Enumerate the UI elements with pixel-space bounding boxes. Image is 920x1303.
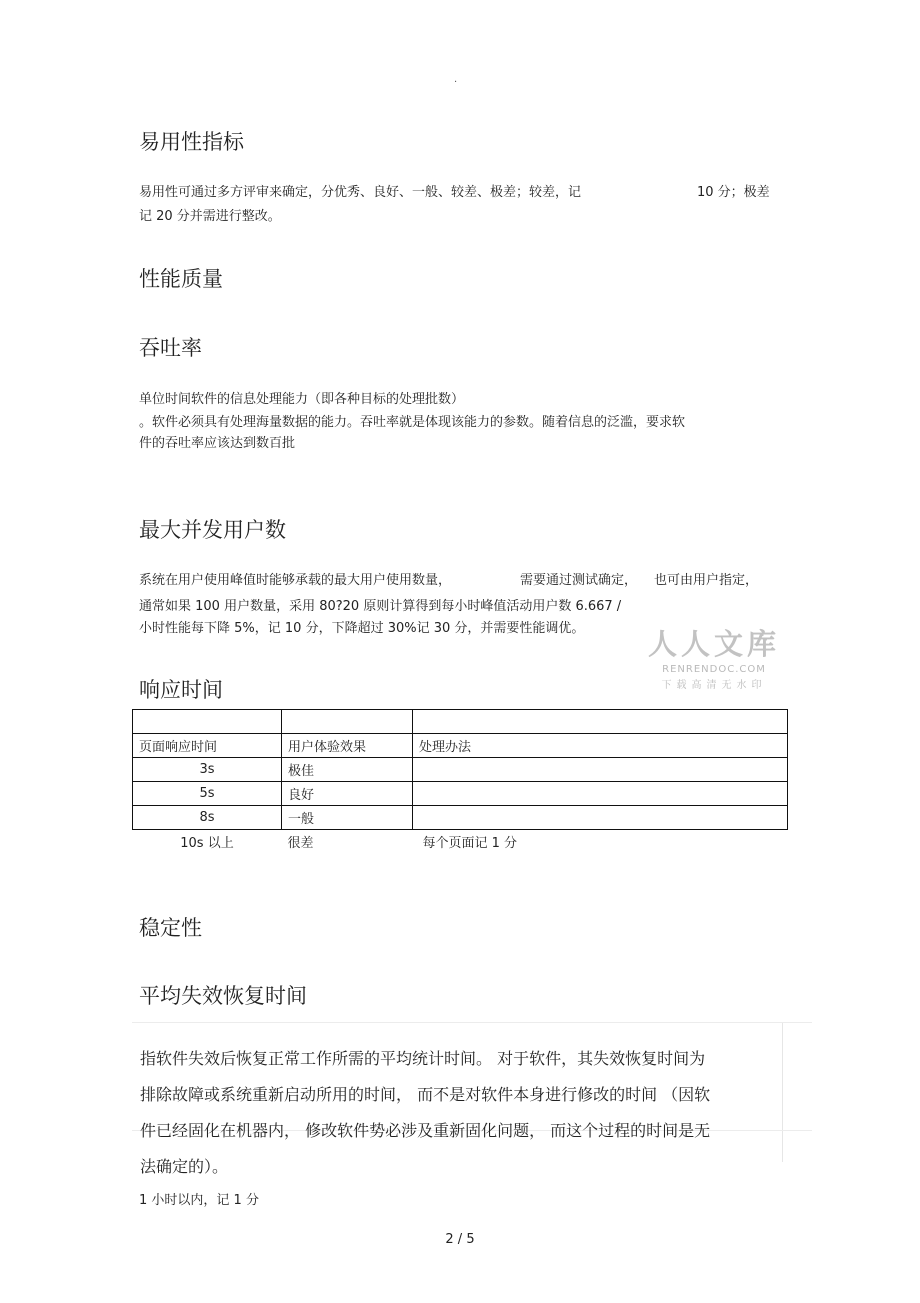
concurrency-line1b: 需要通过测试确定，: [520, 573, 638, 588]
table-cell: [133, 710, 282, 734]
table-cell: 良好: [282, 782, 413, 806]
throughput-line3: 件的吞吐率应该达到数百批: [139, 436, 296, 451]
usability-text-line1b: 10 分；极差: [697, 185, 770, 200]
table-cell: 每个页面记 1 分: [422, 836, 518, 851]
mttr-score: 1 小时以内，记 1 分: [139, 1193, 259, 1208]
heading-concurrency: 最大并发用户数: [139, 518, 286, 542]
table-cell: [413, 758, 788, 782]
throughput-line1: 单位时间软件的信息处理能力（即各种目标的处理批数）: [139, 392, 465, 407]
throughput-line2: 。软件必须具有处理海量数据的能力。吞吐率就是体现该能力的参数。随着信息的泛滥，要求软: [139, 415, 686, 430]
mttr-line3: 件已经固化在机器内， 修改软件势必涉及重新固化问题， 而这个过程的时间是无: [140, 1121, 711, 1140]
table-cell: 很差: [287, 836, 314, 851]
divider: [132, 1022, 812, 1023]
concurrency-line1a: 系统在用户使用峰值时能够承载的最大用户使用数量，: [139, 573, 452, 588]
table-header-cell: 处理办法: [413, 734, 788, 758]
mttr-text-box: [132, 1022, 783, 1176]
table-row: [133, 806, 788, 830]
table-row-unbordered: [133, 830, 788, 854]
concurrency-line3: 小时性能每下降 5%，记 10 分，下降超过 30%记 30 分，并需要性能调优。: [139, 621, 585, 636]
header-mark: .: [454, 74, 458, 85]
usability-text-line1a: 易用性可通过多方评审来确定，分优秀、良好、一般、较差、极差；较差，记: [139, 185, 582, 200]
heading-stability: 稳定性: [139, 916, 202, 940]
mttr-line2: 排除故障或系统重新启动所用的时间， 而不是对软件本身进行修改的时间 （因软: [140, 1085, 711, 1104]
table-cell: [413, 806, 788, 830]
usability-text-line2: 记 20 分并需进行整改。: [139, 209, 281, 224]
table-cell: 3s: [133, 758, 282, 782]
watermark-main: 人人文库: [648, 627, 781, 661]
table-cell: 一般: [282, 806, 413, 830]
table-cell: [282, 710, 413, 734]
table-cell: 极佳: [282, 758, 413, 782]
response-table: [132, 709, 788, 853]
table-cell: 10s 以上: [180, 836, 234, 851]
watermark-tagline: 下载高清无水印: [661, 680, 767, 691]
heading-mttr: 平均失效恢复时间: [139, 984, 307, 1008]
watermark-url: RENRENDOC.COM: [662, 664, 766, 675]
heading-usability: 易用性指标: [139, 130, 244, 154]
heading-response: 响应时间: [139, 678, 223, 702]
table-cell: [413, 710, 788, 734]
table-header-row: [133, 734, 788, 758]
table-header-cell: 页面响应时间: [133, 734, 282, 758]
watermark-logo: [648, 622, 780, 691]
table-row: [133, 782, 788, 806]
heading-performance: 性能质量: [139, 267, 223, 291]
table-header-cell: 用户体验效果: [282, 734, 413, 758]
table-row: [133, 758, 788, 782]
table-cell: [413, 782, 788, 806]
mttr-line4: 法确定的）。: [140, 1157, 229, 1176]
mttr-line1: 指软件失效后恢复正常工作所需的平均统计时间。 对于软件，其失效恢复时间为: [140, 1049, 706, 1068]
page-number: 2 / 5: [445, 1232, 475, 1247]
concurrency-line1c: 也可由用户指定，: [654, 573, 759, 588]
heading-throughput: 吞吐率: [139, 336, 202, 360]
table-cell: 8s: [133, 806, 282, 830]
table-cell: 5s: [133, 782, 282, 806]
table-row-empty: [133, 710, 788, 734]
concurrency-line2: 通常如果 100 用户数量，采用 80?20 原则计算得到每小时峰值活动用户数 6.667 /: [139, 599, 622, 614]
